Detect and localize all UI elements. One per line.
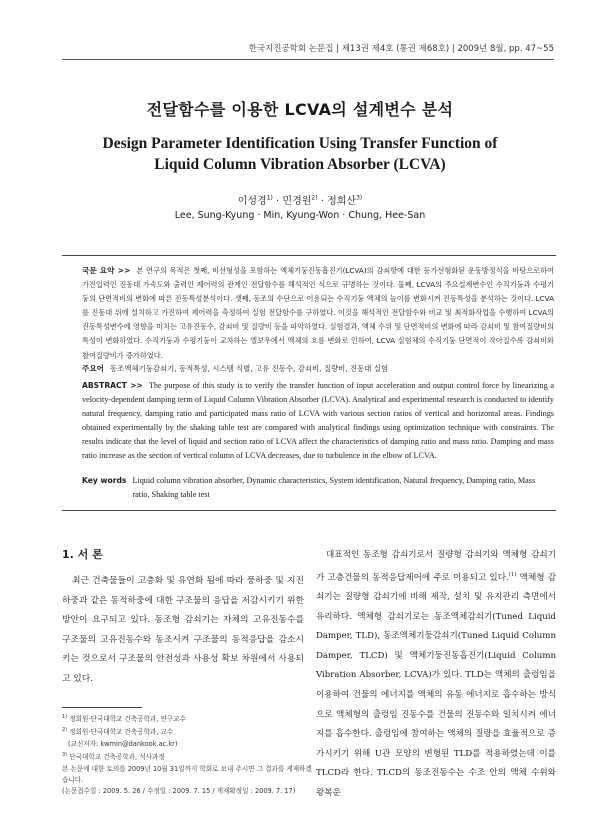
journal-header — [249, 42, 554, 54]
footnote-text: 정회원·단국대학교 건축공학과, 교수 — [69, 728, 174, 737]
footnote — [62, 786, 312, 797]
author-name: 민경원 — [282, 196, 312, 207]
footnote-mark: 1) — [62, 714, 68, 720]
keywords-korean — [82, 362, 554, 376]
footnote-text: (논문접수일 : 2009. 5. 26 / 수정일 : 2009. 7. 15 / 게재확정일 : 2009. 7. 17) — [62, 787, 296, 796]
abstract-korean-label: 국문 요약 >> — [82, 266, 131, 275]
author-mark: 1) — [266, 194, 273, 202]
keywords-korean-label: 주요어 — [82, 364, 105, 373]
keywords-english-label: Key words — [82, 476, 127, 485]
keywords-english — [82, 474, 554, 502]
footnote-text: (교신저자: kwmin@dankook.ac.kr) — [68, 739, 178, 748]
right-column — [316, 546, 556, 804]
section-heading: 1. 서 론 — [62, 548, 103, 561]
author-mark: 2) — [311, 194, 318, 202]
footnote — [62, 712, 312, 725]
authors-english: Lee, Sung-Kyung · Min, Kyung-Won · Chung, Hee-San — [174, 210, 426, 221]
author-name: 이성경 — [237, 196, 267, 207]
abstract-english-label: ABSTRACT >> — [82, 381, 143, 390]
header-separator: | — [451, 44, 458, 54]
author-separator: · — [317, 196, 328, 207]
abstract-english — [82, 379, 554, 464]
right-column-text: 대표적인 동조형 감쇠기로서 질량형 감쇠기와 액체형 감쇠기가 고층건물의 동적응답제어에 주로 이용되고 있다. — [316, 550, 556, 583]
footnote — [62, 764, 312, 787]
journal-volume: 제13권 제4호 (통권 제68호) — [341, 44, 450, 54]
footnote-mark: 3) — [62, 752, 68, 759]
title-english-line2: Liquid Column Vibration Absorber (LCVA) — [154, 156, 446, 173]
author-separator: · — [272, 196, 283, 207]
keywords-english-text: Liquid column vibration absorber, Dynamic characteristics, System identification, Natural frequency, Damping ratio, Mass ratio, Shaking table test — [132, 476, 536, 499]
author-name: 정희산 — [327, 196, 357, 207]
header-separator: | — [336, 44, 342, 54]
header-rule — [62, 59, 554, 60]
abstract-korean — [82, 264, 554, 363]
title-korean: 전달함수를 이용한 LCVA의 설계변수 분석 — [146, 100, 454, 119]
footnote-text: 본 논문에 대한 토의를 2009년 10월 31일까지 학회로 보내 주시면 그 결과를 게재하겠습니다. — [62, 764, 312, 785]
authors-korean — [0, 192, 600, 207]
title-english-line1: Design Parameter Identification Using Transfer Function of — [102, 135, 498, 152]
keywords-korean-text: 동조액체기둥감쇠기, 동적특성, 시스템 식별, 고유 진동수, 감쇠비, 질량비, 진동대 실험 — [110, 364, 388, 373]
footnote-text: 정회원·단국대학교 건축공학과, 연구교수 — [69, 715, 186, 724]
left-column — [62, 546, 304, 689]
title-english — [90, 133, 510, 175]
author-mark: 3) — [356, 194, 363, 202]
abstract-top-rule — [62, 255, 556, 256]
section-paragraph: 최근 건축물들이 고층화 및 유연화 됨에 따라 풍하중 및 지진하중과 같은 동적하중에 대한 구조물의 응답을 저감시키기 위한 방안이 요구되고 있다. 동조형 감쇠기는 자체의 고유진동수를 구조물의 고유진동수와 동조시켜 구조물의 동적응답을 감소시키는 것으로서 구조물의 안전성과 사용성 확보 차원에서 사용되고 있다. — [62, 576, 304, 684]
right-column-text: 액체형 감쇠기는 질량형 감쇠기에 비해 제작, 설치 및 유지관리 측면에서 유리하다. 액체형 감쇠기로는 동조액체감쇠기(Tuned Liquid Damper, TLD), 동조액체기둥감쇠기(Tuned Liquid Column Damper, TLCD) 및 액체기둥진동흡진기(Liquid Column Vibration Absorber, LCVA)가 있다. TLD는 액체의 출렁임을 이용하여 건물의 에너지를 액체의 유동 에너지로 흡수하는 방식으로 액체형의 출렁임 진동수를 건물의 진동수와 일치시켜 에너지를 흡수한다. 출렁임에 참여하는 액체의 질량을 효율적으로 증가시키기 위해 U관 모양의 변형된 TLD를 적용하였는데 이를 TLCD라 한다. TLCD의 동조진동수는 수조 안의 액체 수위와 왕복운 — [316, 572, 557, 798]
footnote-rule — [62, 707, 142, 708]
footnote — [62, 750, 312, 763]
citation-mark: (1) — [508, 571, 517, 578]
abstract-korean-text: 본 연구의 목적은 첫째, 비선형성을 포함하는 액체기둥진동흡진기(LCVA)의 감쇠항에 대한 등가선형화된 운동방정식을 바탕으로하여 가진입력인 진동대 가속도와 출력인 제어력의 관계인 전달함수를 해석적인 식으로 규명하는 것이다. 둘째, LCVA의 주요설계변수인 수직기둥과 수평기둥의 단면적비의 변화에 따른 진동특성분석이다. 셋째, 동조의 수단으로 이용되는 수직기둥 액체의 높이를 변화시켜 진동특성을 분석하는 것이다. LCVA를 진동대 위에 설치하고 가진하여 제어력을 측정하여 실험 전달함수를 구하였다. 이것을 해석적인 전달함수와 비교 및 최적화작업을 수행하여 LCVA의 진동특성변수에 영향을 미치는 고유진동수, 감쇠비 및 질량비 등을 파악하였다. 실험결과, 액체 수위 및 단면적비의 변화에 따라 감쇠비 및 참여질량비의 특성이 변화하였다. 수직기둥과 수평기둥이 교차하는 엘보우에서 액체의 흐름 변화로 인하여, LCVA 실험체의 수직기둥 단면적이 작아질수록 감쇠비와 참여질량비가 증가하였다. — [82, 266, 555, 360]
footnote-mark: 2) — [62, 727, 68, 734]
footnotes — [62, 712, 312, 798]
journal-name: 한국지진공학회 논문집 — [248, 44, 334, 54]
footnote — [62, 725, 312, 738]
journal-date-pages: 2009년 8월, pp. 47~55 — [457, 44, 554, 54]
abstract-english-text: The purpose of this study is to verify the transfer function of input acceleration and output control force by linearizing a velocity-dependent damping term of Liquid Column Vibration Absorber (LCVA). Analytical and experimental research is conducted to identify natural frequency, damping ratio and participated mass ratio of LCVA with various section ratios of vertical and horizontal areas. Findings obtained experimentally by the shaking table test are compared with analytical findings using optimization technique with constraints. The results indicate that the level of liquid and section ratio of LCVA affect the characteristics of damping ratio and mass ratio. Damping and mass ratio increase as the section of vertical column of LCVA decreases, due to turbulence in the elbow of LCVA. — [82, 381, 554, 461]
footnote-text: 단국대학교 건축공학과, 석사과정 — [69, 753, 165, 762]
footnote — [62, 739, 312, 750]
abstract-bottom-rule — [62, 510, 556, 511]
